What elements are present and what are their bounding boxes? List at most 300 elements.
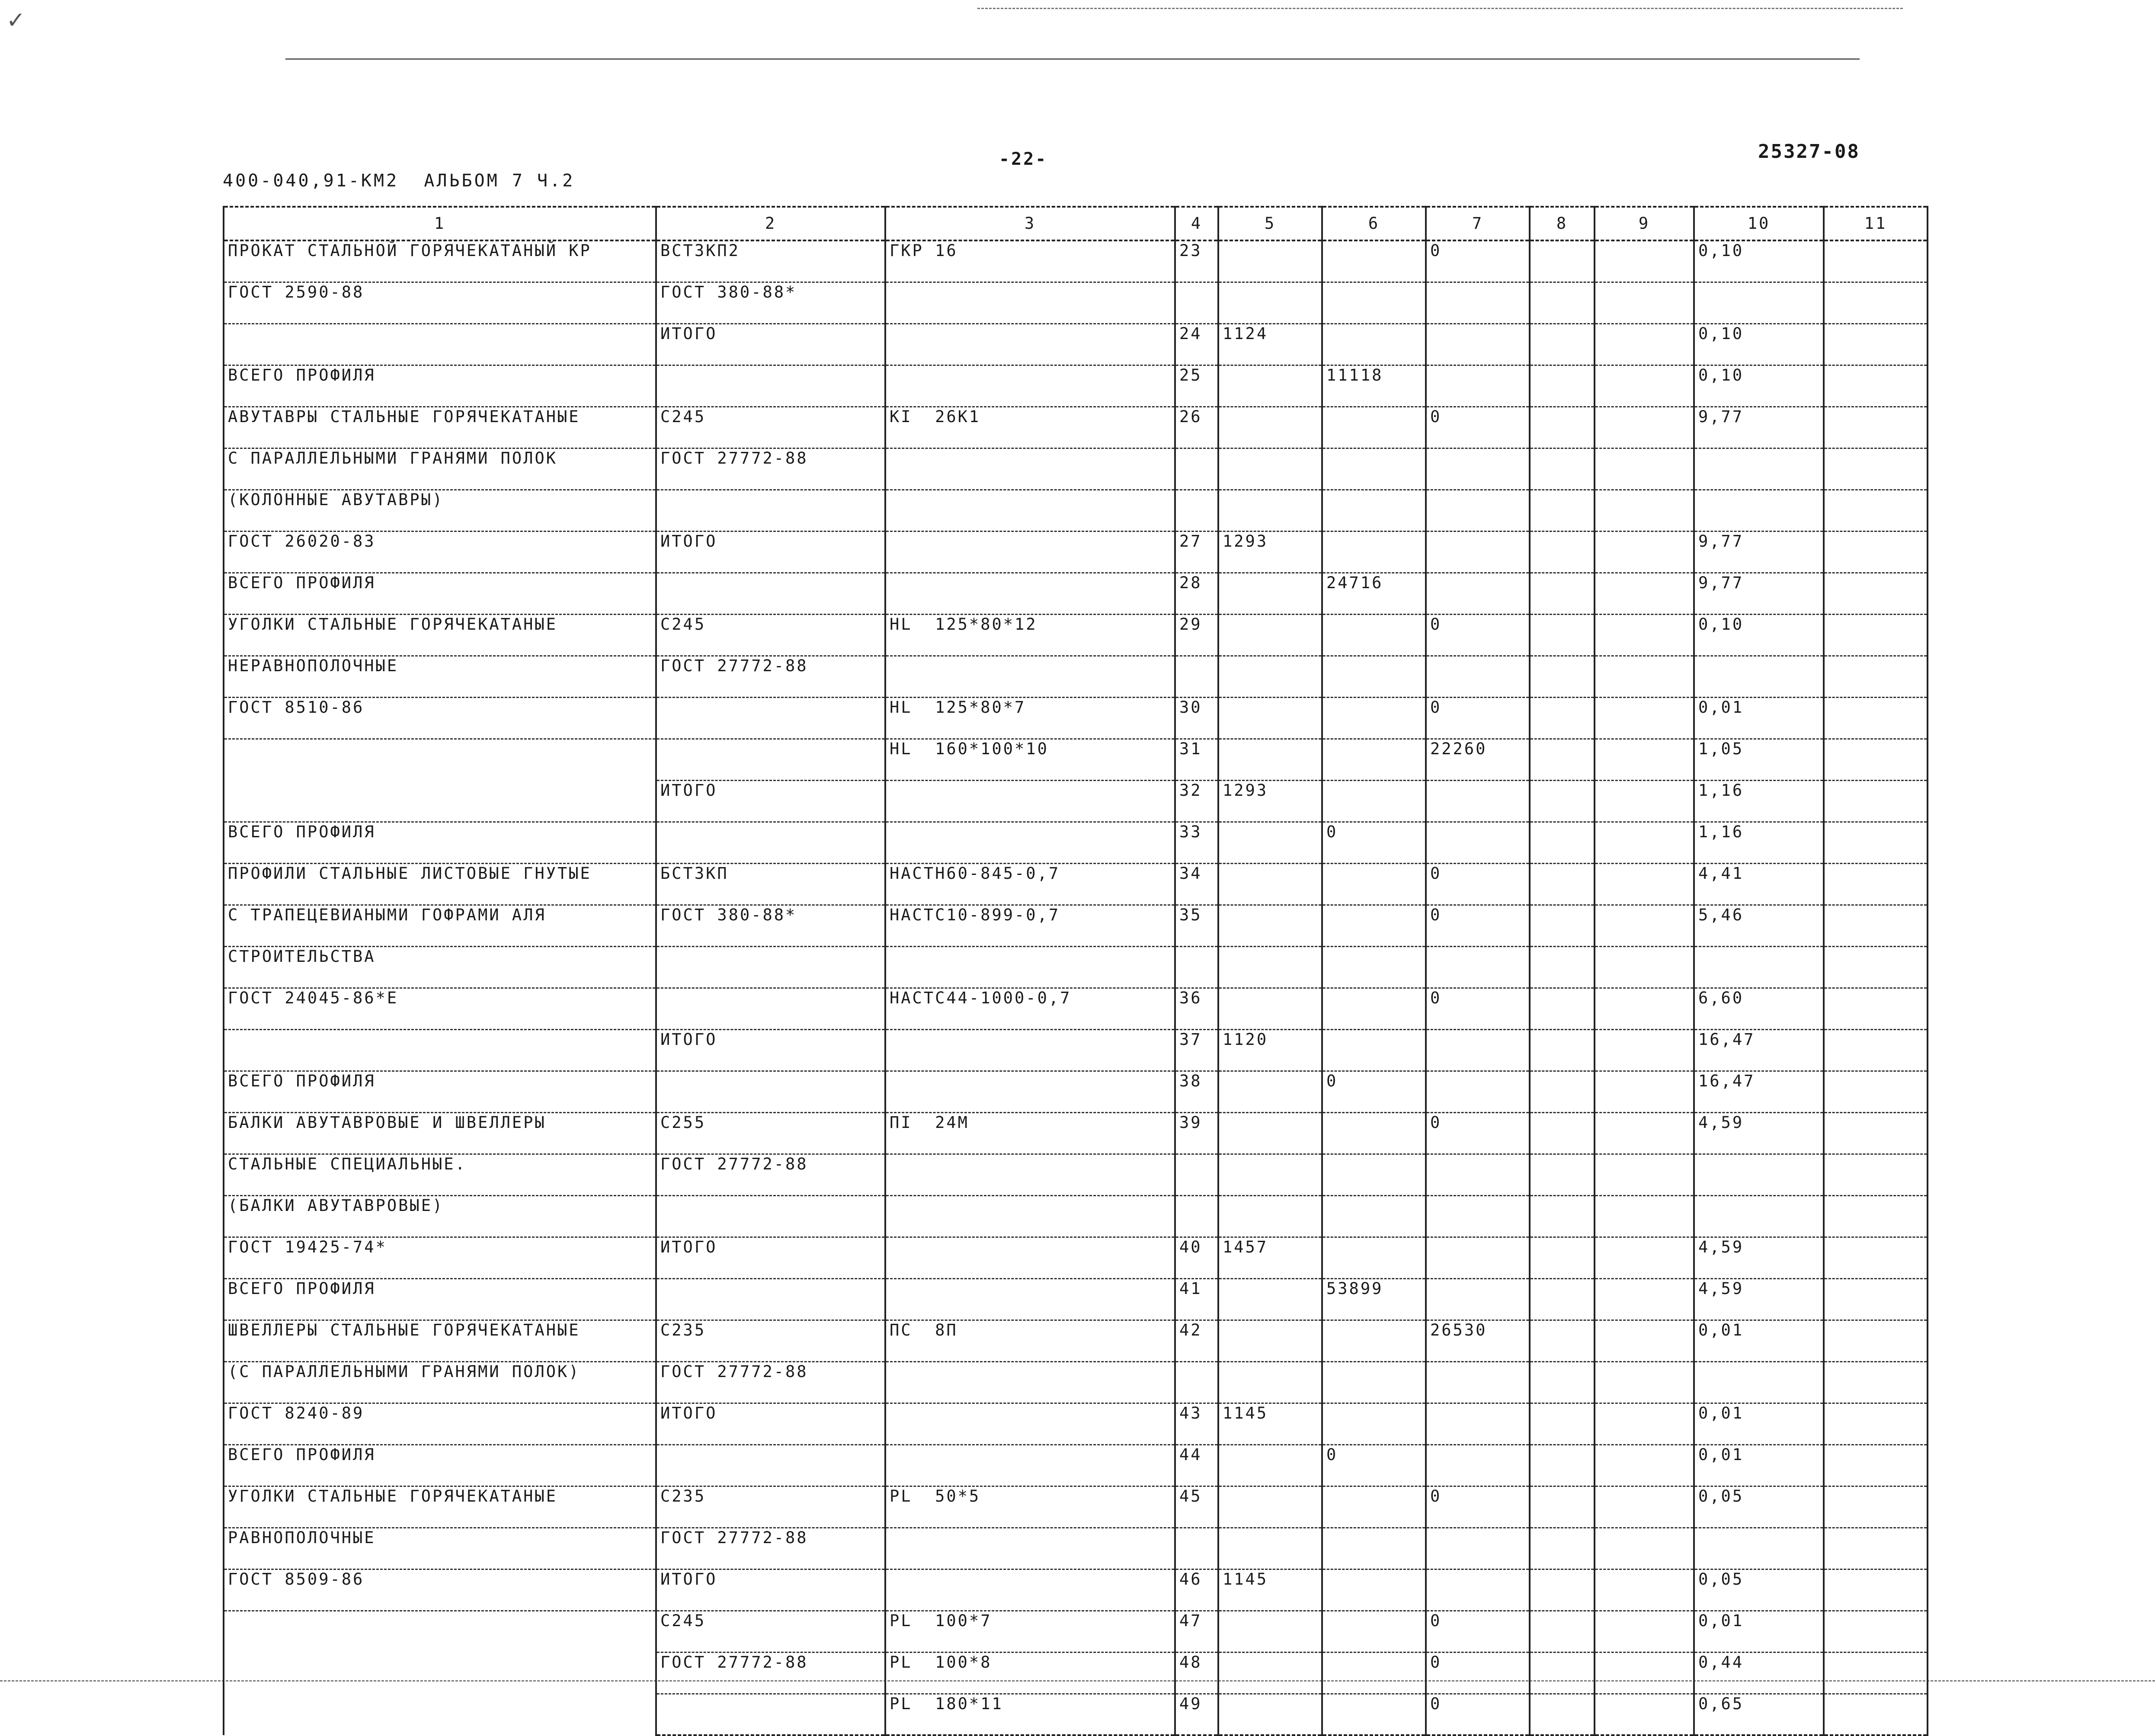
item-profile bbox=[885, 323, 1175, 365]
item-position bbox=[1175, 1528, 1218, 1569]
table-row bbox=[224, 240, 1928, 282]
item-profile bbox=[885, 1237, 1175, 1278]
item-value-8 bbox=[1530, 1569, 1595, 1611]
item-material: ВСТ3КП2 bbox=[656, 240, 885, 282]
col-header: 7 bbox=[1426, 207, 1530, 240]
item-position bbox=[1175, 282, 1218, 323]
item-value-11 bbox=[1824, 1029, 1928, 1071]
item-profile-mass: 0 bbox=[1322, 1071, 1426, 1112]
item-value-11 bbox=[1824, 905, 1928, 946]
item-profile bbox=[885, 1195, 1175, 1237]
item-value-10: 1,16 bbox=[1694, 822, 1824, 863]
item-profile-mass bbox=[1322, 1528, 1426, 1569]
item-value-11 bbox=[1824, 240, 1928, 282]
item-value-10 bbox=[1694, 282, 1824, 323]
col-header: 8 bbox=[1530, 207, 1595, 240]
col-header: 3 bbox=[885, 207, 1175, 240]
item-value-10 bbox=[1694, 490, 1824, 531]
item-value-9 bbox=[1595, 490, 1694, 531]
item-total-mass bbox=[1218, 448, 1322, 490]
item-profile-mass bbox=[1322, 1154, 1426, 1195]
item-value-10: 0,44 bbox=[1694, 1652, 1824, 1694]
table-row bbox=[224, 822, 1928, 863]
item-total-mass: 1124 bbox=[1218, 323, 1322, 365]
item-profile bbox=[885, 1361, 1175, 1403]
item-value-9 bbox=[1595, 739, 1694, 780]
item-value-7 bbox=[1426, 1237, 1530, 1278]
item-name: ПРОКАТ СТАЛЬНОЙ ГОРЯЧЕКАТАНЫЙ КР bbox=[224, 240, 656, 282]
item-position: 30 bbox=[1175, 697, 1218, 739]
item-name: НЕРАВНОПОЛОЧНЫЕ bbox=[224, 656, 656, 697]
item-position: 36 bbox=[1175, 988, 1218, 1029]
item-position bbox=[1175, 1154, 1218, 1195]
item-profile-mass bbox=[1322, 946, 1426, 988]
item-value-9 bbox=[1595, 656, 1694, 697]
item-position: 45 bbox=[1175, 1486, 1218, 1528]
check-mark-icon: ✓ bbox=[8, 4, 24, 35]
table-row bbox=[224, 1278, 1928, 1320]
item-profile bbox=[885, 656, 1175, 697]
item-profile bbox=[885, 365, 1175, 407]
item-value-11 bbox=[1824, 780, 1928, 822]
item-value-10: 0,05 bbox=[1694, 1486, 1824, 1528]
item-total-mass bbox=[1218, 1278, 1322, 1320]
item-position: 34 bbox=[1175, 863, 1218, 905]
table-row bbox=[224, 739, 1928, 780]
item-name bbox=[224, 780, 656, 822]
item-value-11 bbox=[1824, 1361, 1928, 1403]
item-value-8 bbox=[1530, 863, 1595, 905]
item-value-11 bbox=[1824, 1195, 1928, 1237]
item-value-8 bbox=[1530, 946, 1595, 988]
item-value-8 bbox=[1530, 323, 1595, 365]
item-value-11 bbox=[1824, 739, 1928, 780]
item-value-9 bbox=[1595, 1195, 1694, 1237]
item-material bbox=[656, 1445, 885, 1486]
item-value-9 bbox=[1595, 1071, 1694, 1112]
item-profile-mass bbox=[1322, 1320, 1426, 1361]
item-material bbox=[656, 1195, 885, 1237]
item-position: 28 bbox=[1175, 573, 1218, 614]
item-value-11 bbox=[1824, 1528, 1928, 1569]
item-name: РАВНОПОЛОЧНЫЕ bbox=[224, 1528, 656, 1569]
item-position: 48 bbox=[1175, 1652, 1218, 1694]
col-header: 11 bbox=[1824, 207, 1928, 240]
page-number: -22- bbox=[999, 149, 1048, 169]
item-value-8 bbox=[1530, 407, 1595, 448]
item-name: АВУТАВРЫ СТАЛЬНЫЕ ГОРЯЧЕКАТАНЫЕ bbox=[224, 407, 656, 448]
item-value-10: 0,10 bbox=[1694, 365, 1824, 407]
item-total-mass: 1457 bbox=[1218, 1237, 1322, 1278]
item-name: ГОСТ 2590-88 bbox=[224, 282, 656, 323]
item-value-10: 0,01 bbox=[1694, 1445, 1824, 1486]
item-profile bbox=[885, 780, 1175, 822]
item-position bbox=[1175, 946, 1218, 988]
item-total-mass bbox=[1218, 1320, 1322, 1361]
item-value-10: 1,16 bbox=[1694, 780, 1824, 822]
table-row bbox=[224, 1403, 1928, 1445]
item-profile-mass bbox=[1322, 863, 1426, 905]
item-profile: РL 180*11 bbox=[885, 1694, 1175, 1735]
item-value-10 bbox=[1694, 1361, 1824, 1403]
item-name: ШВЕЛЛЕРЫ СТАЛЬНЫЕ ГОРЯЧЕКАТАНЫЕ bbox=[224, 1320, 656, 1361]
item-total-mass bbox=[1218, 1195, 1322, 1237]
item-name: (С ПАРАЛЛЕЛЬНЫМИ ГРАНЯМИ ПОЛОК) bbox=[224, 1361, 656, 1403]
item-material bbox=[656, 1071, 885, 1112]
item-value-9 bbox=[1595, 1278, 1694, 1320]
item-name: (БАЛКИ АВУТАВРОВЫЕ) bbox=[224, 1195, 656, 1237]
item-profile bbox=[885, 1403, 1175, 1445]
item-total-mass bbox=[1218, 1694, 1322, 1735]
item-value-11 bbox=[1824, 863, 1928, 905]
table-row bbox=[224, 1154, 1928, 1195]
item-material bbox=[656, 1694, 885, 1735]
item-material: ГОСТ 380-88* bbox=[656, 282, 885, 323]
table-row bbox=[224, 1652, 1928, 1694]
table-row bbox=[224, 1486, 1928, 1528]
item-position: 29 bbox=[1175, 614, 1218, 656]
item-profile: НL 125*80*7 bbox=[885, 697, 1175, 739]
item-value-7 bbox=[1426, 573, 1530, 614]
table-row bbox=[224, 1071, 1928, 1112]
item-value-8 bbox=[1530, 1361, 1595, 1403]
item-position: 31 bbox=[1175, 739, 1218, 780]
item-position bbox=[1175, 656, 1218, 697]
item-name bbox=[224, 323, 656, 365]
item-value-8 bbox=[1530, 739, 1595, 780]
table-row bbox=[224, 490, 1928, 531]
item-total-mass bbox=[1218, 739, 1322, 780]
item-value-10: 9,77 bbox=[1694, 531, 1824, 573]
item-material bbox=[656, 697, 885, 739]
item-profile-mass bbox=[1322, 1361, 1426, 1403]
item-profile-mass: 24716 bbox=[1322, 573, 1426, 614]
item-value-9 bbox=[1595, 1611, 1694, 1652]
item-total-mass bbox=[1218, 697, 1322, 739]
item-value-7: 0 bbox=[1426, 1486, 1530, 1528]
item-value-10: 4,59 bbox=[1694, 1112, 1824, 1154]
item-position: 24 bbox=[1175, 323, 1218, 365]
item-value-10: 4,59 bbox=[1694, 1237, 1824, 1278]
item-value-8 bbox=[1530, 656, 1595, 697]
item-value-11 bbox=[1824, 697, 1928, 739]
item-name bbox=[224, 739, 656, 780]
table-row bbox=[224, 407, 1928, 448]
table-row bbox=[224, 1694, 1928, 1735]
item-name bbox=[224, 1652, 656, 1694]
item-material: ИТОГО bbox=[656, 323, 885, 365]
item-profile bbox=[885, 946, 1175, 988]
item-profile: НАСТС44-1000-0,7 bbox=[885, 988, 1175, 1029]
item-material: ГОСТ 27772-88 bbox=[656, 1154, 885, 1195]
item-value-9 bbox=[1595, 988, 1694, 1029]
item-profile-mass bbox=[1322, 1569, 1426, 1611]
item-total-mass bbox=[1218, 1486, 1322, 1528]
item-value-9 bbox=[1595, 1320, 1694, 1361]
item-position: 47 bbox=[1175, 1611, 1218, 1652]
item-value-10 bbox=[1694, 448, 1824, 490]
item-value-8 bbox=[1530, 1320, 1595, 1361]
item-profile: КI 26К1 bbox=[885, 407, 1175, 448]
item-value-11 bbox=[1824, 1278, 1928, 1320]
item-material: С255 bbox=[656, 1112, 885, 1154]
table-row bbox=[224, 573, 1928, 614]
item-value-11 bbox=[1824, 1694, 1928, 1735]
item-value-11 bbox=[1824, 822, 1928, 863]
item-value-7 bbox=[1426, 1195, 1530, 1237]
item-position: 40 bbox=[1175, 1237, 1218, 1278]
item-profile-mass: 0 bbox=[1322, 1445, 1426, 1486]
item-value-10: 0,10 bbox=[1694, 240, 1824, 282]
item-profile: ПI 24М bbox=[885, 1112, 1175, 1154]
item-value-9 bbox=[1595, 1694, 1694, 1735]
item-position: 46 bbox=[1175, 1569, 1218, 1611]
item-value-8 bbox=[1530, 240, 1595, 282]
item-profile: РL 50*5 bbox=[885, 1486, 1175, 1528]
item-value-7 bbox=[1426, 282, 1530, 323]
item-profile bbox=[885, 1445, 1175, 1486]
item-total-mass: 1120 bbox=[1218, 1029, 1322, 1071]
item-position: 43 bbox=[1175, 1403, 1218, 1445]
item-material bbox=[656, 573, 885, 614]
item-profile-mass bbox=[1322, 697, 1426, 739]
table-row bbox=[224, 656, 1928, 697]
item-value-7: 0 bbox=[1426, 1611, 1530, 1652]
item-profile-mass bbox=[1322, 739, 1426, 780]
item-value-7 bbox=[1426, 1528, 1530, 1569]
item-name: С ТРАПЕЦЕВИАНЫМИ ГОФРАМИ АЛЯ bbox=[224, 905, 656, 946]
item-profile bbox=[885, 1278, 1175, 1320]
item-value-9 bbox=[1595, 863, 1694, 905]
item-value-7: 0 bbox=[1426, 905, 1530, 946]
col-header: 10 bbox=[1694, 207, 1824, 240]
item-value-10 bbox=[1694, 656, 1824, 697]
item-total-mass bbox=[1218, 1445, 1322, 1486]
item-value-7: 0 bbox=[1426, 1652, 1530, 1694]
item-value-7 bbox=[1426, 1361, 1530, 1403]
item-material: БСТ3КП bbox=[656, 863, 885, 905]
item-profile-mass: 0 bbox=[1322, 822, 1426, 863]
item-material: ИТОГО bbox=[656, 1237, 885, 1278]
item-value-8 bbox=[1530, 1195, 1595, 1237]
item-value-7 bbox=[1426, 780, 1530, 822]
item-profile-mass bbox=[1322, 448, 1426, 490]
item-value-11 bbox=[1824, 614, 1928, 656]
item-value-10: 0,01 bbox=[1694, 1320, 1824, 1361]
table-row bbox=[224, 365, 1928, 407]
item-value-8 bbox=[1530, 1071, 1595, 1112]
item-profile: НАСТС10-899-0,7 bbox=[885, 905, 1175, 946]
item-value-9 bbox=[1595, 1361, 1694, 1403]
item-value-8 bbox=[1530, 1237, 1595, 1278]
item-material bbox=[656, 822, 885, 863]
item-material bbox=[656, 739, 885, 780]
item-value-9 bbox=[1595, 1652, 1694, 1694]
item-value-11 bbox=[1824, 323, 1928, 365]
item-value-10: 6,60 bbox=[1694, 988, 1824, 1029]
item-value-11 bbox=[1824, 282, 1928, 323]
item-name: ГОСТ 24045-86*Е bbox=[224, 988, 656, 1029]
item-name: ВСЕГО ПРОФИЛЯ bbox=[224, 822, 656, 863]
item-profile-mass bbox=[1322, 656, 1426, 697]
item-value-8 bbox=[1530, 1445, 1595, 1486]
item-total-mass bbox=[1218, 1611, 1322, 1652]
item-material: С245 bbox=[656, 1611, 885, 1652]
item-value-8 bbox=[1530, 614, 1595, 656]
item-value-7 bbox=[1426, 448, 1530, 490]
table-row bbox=[224, 531, 1928, 573]
item-value-10 bbox=[1694, 1154, 1824, 1195]
item-material: ГОСТ 27772-88 bbox=[656, 1361, 885, 1403]
item-name: УГОЛКИ СТАЛЬНЫЕ ГОРЯЧЕКАТАНЫЕ bbox=[224, 1486, 656, 1528]
item-profile-mass bbox=[1322, 905, 1426, 946]
item-value-7 bbox=[1426, 323, 1530, 365]
item-name: (КОЛОННЫЕ АВУТАВРЫ) bbox=[224, 490, 656, 531]
item-profile-mass bbox=[1322, 490, 1426, 531]
item-total-mass bbox=[1218, 905, 1322, 946]
item-total-mass: 1293 bbox=[1218, 780, 1322, 822]
item-value-9 bbox=[1595, 240, 1694, 282]
table-row bbox=[224, 1112, 1928, 1154]
table-row bbox=[224, 905, 1928, 946]
item-value-10: 0,10 bbox=[1694, 614, 1824, 656]
item-value-10: 4,41 bbox=[1694, 863, 1824, 905]
item-value-8 bbox=[1530, 1652, 1595, 1694]
item-total-mass bbox=[1218, 988, 1322, 1029]
item-value-7 bbox=[1426, 1403, 1530, 1445]
item-value-9 bbox=[1595, 946, 1694, 988]
item-profile-mass bbox=[1322, 407, 1426, 448]
item-value-8 bbox=[1530, 905, 1595, 946]
item-value-8 bbox=[1530, 1528, 1595, 1569]
item-total-mass bbox=[1218, 656, 1322, 697]
item-value-9 bbox=[1595, 1112, 1694, 1154]
item-value-9 bbox=[1595, 1029, 1694, 1071]
item-profile-mass bbox=[1322, 1237, 1426, 1278]
item-value-11 bbox=[1824, 365, 1928, 407]
item-profile bbox=[885, 822, 1175, 863]
item-profile-mass: 11118 bbox=[1322, 365, 1426, 407]
item-value-8 bbox=[1530, 822, 1595, 863]
item-value-7: 0 bbox=[1426, 614, 1530, 656]
item-profile bbox=[885, 448, 1175, 490]
item-value-9 bbox=[1595, 905, 1694, 946]
item-value-11 bbox=[1824, 1154, 1928, 1195]
item-total-mass: 1293 bbox=[1218, 531, 1322, 573]
item-position bbox=[1175, 1361, 1218, 1403]
item-value-10: 9,77 bbox=[1694, 407, 1824, 448]
col-header: 9 bbox=[1595, 207, 1694, 240]
album-title: 400-040,91-КМ2 АЛЬБОМ 7 Ч.2 bbox=[223, 171, 575, 191]
item-value-11 bbox=[1824, 407, 1928, 448]
table-row bbox=[224, 988, 1928, 1029]
item-value-7 bbox=[1426, 365, 1530, 407]
item-value-9 bbox=[1595, 780, 1694, 822]
item-profile: НАСТН60-845-0,7 bbox=[885, 863, 1175, 905]
item-value-7 bbox=[1426, 822, 1530, 863]
item-value-7: 26530 bbox=[1426, 1320, 1530, 1361]
item-total-mass bbox=[1218, 407, 1322, 448]
item-value-9 bbox=[1595, 1486, 1694, 1528]
item-profile bbox=[885, 1569, 1175, 1611]
item-name: ВСЕГО ПРОФИЛЯ bbox=[224, 1071, 656, 1112]
table-row bbox=[224, 1569, 1928, 1611]
item-value-7: 0 bbox=[1426, 240, 1530, 282]
item-profile-mass bbox=[1322, 1029, 1426, 1071]
item-position: 39 bbox=[1175, 1112, 1218, 1154]
table-row bbox=[224, 1320, 1928, 1361]
item-value-8 bbox=[1530, 697, 1595, 739]
item-total-mass bbox=[1218, 240, 1322, 282]
item-value-10: 0,01 bbox=[1694, 1611, 1824, 1652]
item-value-11 bbox=[1824, 1445, 1928, 1486]
item-name: ГОСТ 8510-86 bbox=[224, 697, 656, 739]
item-value-10: 1,05 bbox=[1694, 739, 1824, 780]
item-value-9 bbox=[1595, 448, 1694, 490]
item-value-9 bbox=[1595, 614, 1694, 656]
item-value-7 bbox=[1426, 1029, 1530, 1071]
item-profile-mass bbox=[1322, 988, 1426, 1029]
item-position: 26 bbox=[1175, 407, 1218, 448]
item-name: ГОСТ 26020-83 bbox=[224, 531, 656, 573]
item-value-9 bbox=[1595, 282, 1694, 323]
table-row bbox=[224, 1029, 1928, 1071]
item-value-7 bbox=[1426, 1071, 1530, 1112]
item-name: ВСЕГО ПРОФИЛЯ bbox=[224, 573, 656, 614]
top-rule bbox=[285, 58, 1860, 60]
table-row bbox=[224, 1237, 1928, 1278]
item-value-11 bbox=[1824, 1112, 1928, 1154]
item-value-11 bbox=[1824, 1237, 1928, 1278]
item-value-9 bbox=[1595, 407, 1694, 448]
col-header: 5 bbox=[1218, 207, 1322, 240]
item-profile: НL 160*100*10 bbox=[885, 739, 1175, 780]
item-profile: НL 125*80*12 bbox=[885, 614, 1175, 656]
item-value-10: 16,47 bbox=[1694, 1029, 1824, 1071]
item-position: 35 bbox=[1175, 905, 1218, 946]
item-profile bbox=[885, 573, 1175, 614]
item-value-9 bbox=[1595, 1445, 1694, 1486]
item-value-8 bbox=[1530, 1278, 1595, 1320]
item-value-7: 0 bbox=[1426, 1694, 1530, 1735]
item-name bbox=[224, 1029, 656, 1071]
item-profile-mass bbox=[1322, 1694, 1426, 1735]
item-value-9 bbox=[1595, 365, 1694, 407]
item-name: УГОЛКИ СТАЛЬНЫЕ ГОРЯЧЕКАТАНЫЕ bbox=[224, 614, 656, 656]
item-total-mass bbox=[1218, 490, 1322, 531]
specification-table bbox=[223, 206, 1928, 1736]
item-value-11 bbox=[1824, 1652, 1928, 1694]
item-total-mass bbox=[1218, 1154, 1322, 1195]
item-value-9 bbox=[1595, 1528, 1694, 1569]
item-name: СТРОИТЕЛЬСТВА bbox=[224, 946, 656, 988]
item-value-7: 0 bbox=[1426, 988, 1530, 1029]
item-value-10: 0,01 bbox=[1694, 697, 1824, 739]
item-value-8 bbox=[1530, 1486, 1595, 1528]
item-profile: ПС 8П bbox=[885, 1320, 1175, 1361]
item-profile bbox=[885, 531, 1175, 573]
item-name: ВСЕГО ПРОФИЛЯ bbox=[224, 365, 656, 407]
item-value-9 bbox=[1595, 531, 1694, 573]
item-value-8 bbox=[1530, 1112, 1595, 1154]
header-row bbox=[224, 207, 1928, 240]
item-value-8 bbox=[1530, 1029, 1595, 1071]
item-value-7: 0 bbox=[1426, 863, 1530, 905]
item-value-11 bbox=[1824, 1071, 1928, 1112]
item-profile-mass bbox=[1322, 531, 1426, 573]
item-total-mass bbox=[1218, 822, 1322, 863]
item-profile: ГКР 16 bbox=[885, 240, 1175, 282]
